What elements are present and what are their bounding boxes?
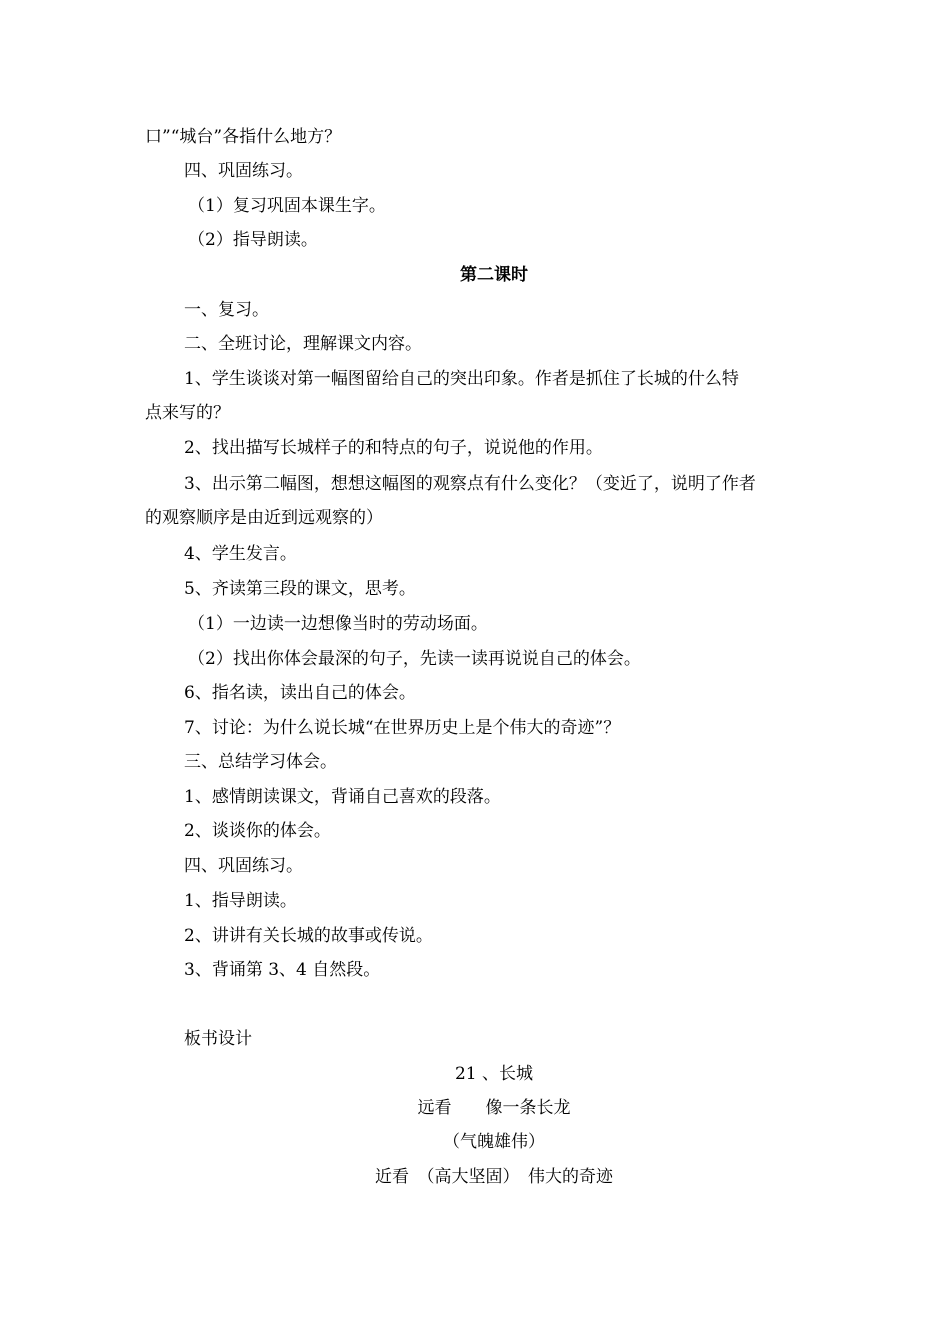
list-item: 6、指名读，读出自己的体会。	[184, 683, 416, 703]
board-design-label: 板书设计	[184, 1029, 252, 1049]
section-heading: 二、全班讨论，理解课文内容。	[184, 334, 422, 354]
paragraph-line: 点来写的？	[145, 403, 230, 423]
list-item: 2、谈谈你的体会。	[184, 821, 331, 841]
list-item: （2）找出你体会最深的句子，先读一读再说说自己的体会。	[188, 649, 641, 669]
section-heading: 四、巩固练习。	[184, 856, 303, 876]
list-item: 1、学生谈谈对第一幅图留给自己的突出印象。作者是抓住了长城的什么特	[184, 369, 739, 389]
section-heading: 三、总结学习体会。	[184, 752, 337, 772]
board-line: （气魄雄伟）	[443, 1132, 545, 1152]
list-item: 5、齐读第三段的课文，思考。	[184, 579, 416, 599]
lesson-title: 第二课时	[460, 265, 528, 285]
list-item: 2、找出描写长城样子的和特点的句子，说说他的作用。	[184, 438, 603, 458]
paragraph-line: 口”“城台”各指什么地方？	[145, 127, 342, 147]
section-heading: 一、复习。	[184, 300, 269, 320]
section-heading: 四、巩固练习。	[184, 161, 303, 181]
list-item: 1、感情朗读课文，背诵自己喜欢的段落。	[184, 787, 501, 807]
list-item: 3、出示第二幅图，想想这幅图的观察点有什么变化？（变近了，说明了作者	[184, 474, 756, 494]
list-item: （2）指导朗读。	[188, 230, 318, 250]
list-item: 4、学生发言。	[184, 544, 297, 564]
list-item: 1、指导朗读。	[184, 891, 297, 911]
list-item: 2、讲讲有关长城的故事或传说。	[184, 926, 433, 946]
board-line: 远看 像一条长龙	[417, 1098, 571, 1118]
list-item: （1）复习巩固本课生字。	[188, 196, 386, 216]
paragraph-line: 的观察顺序是由近到远观察的）	[145, 508, 383, 528]
board-title: 21 、长城	[454, 1064, 534, 1084]
list-item: 7、讨论：为什么说长城“在世界历史上是个伟大的奇迹”？	[184, 718, 621, 738]
list-item: （1）一边读一边想像当时的劳动场面。	[188, 614, 488, 634]
list-item: 3、背诵第 3、4 自然段。	[184, 960, 381, 980]
board-line: 近看 （高大坚固） 伟大的奇迹	[375, 1167, 613, 1187]
